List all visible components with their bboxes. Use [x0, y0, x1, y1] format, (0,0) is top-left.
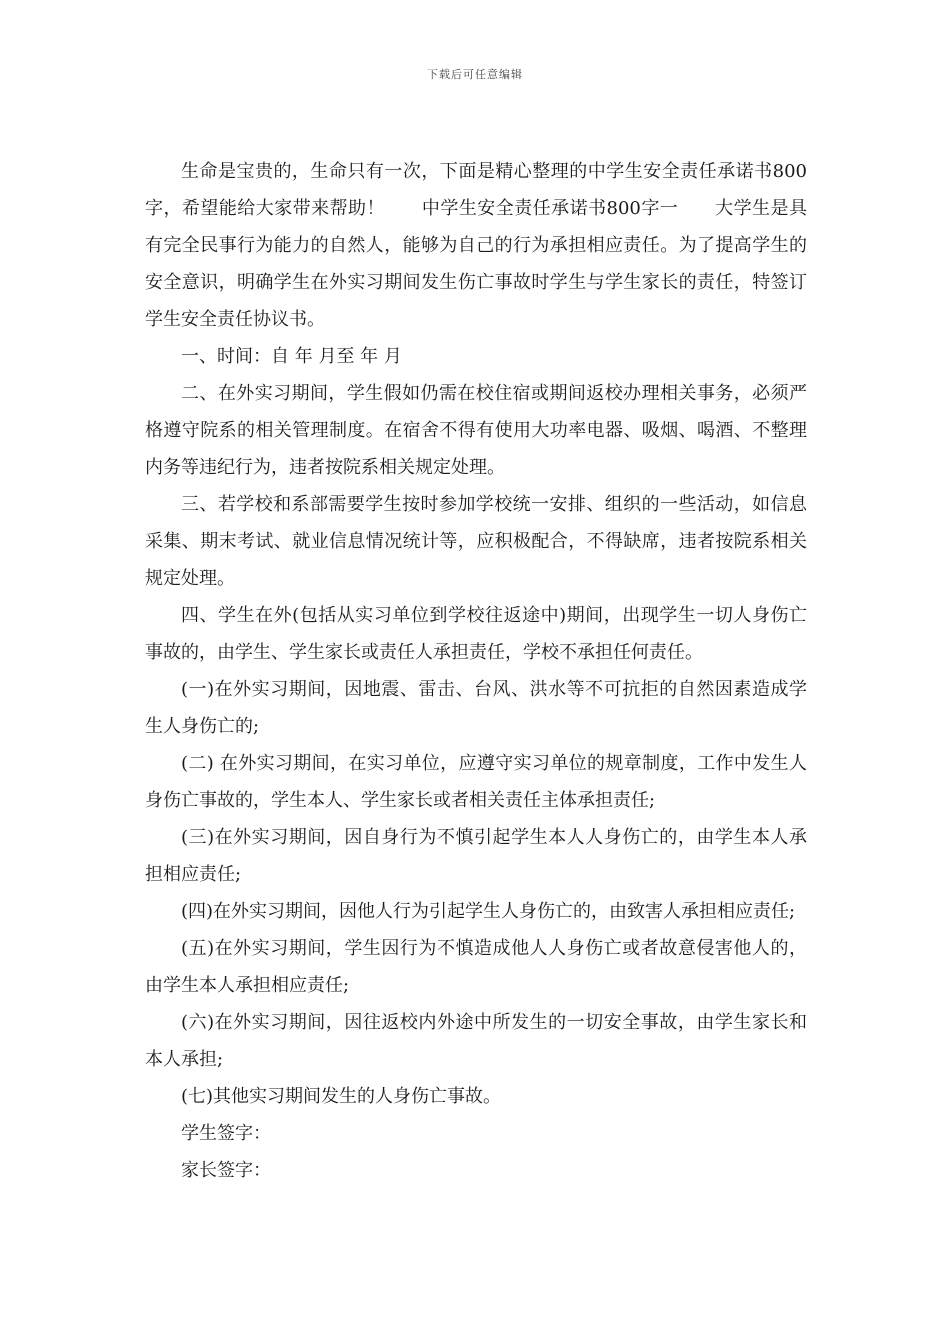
clause-time: 一、时间：自 年 月至 年 月 [181, 346, 402, 367]
subclause-7: (七)其他实习期间发生的人身伤亡事故。 [181, 1086, 502, 1107]
clause-2: 二、在外实习期间，学生假如仍需在校住宿或期间返校办理相关事务，必须严格遵守院系的相关管理制度。在宿舍不得有使用大功率电器、吸烟、喝酒、不整理内务等违纪行为，违者按院系相关规定处理。 [145, 383, 807, 478]
clause-3: 三、若学校和系部需要学生按时参加学校统一安排、组织的一些活动，如信息采集、期末考试、就业信息情况统计等，应积极配合，不得缺席，违者按院系相关规定处理。 [145, 494, 807, 589]
subclause-1: (一)在外实习期间，因地震、雷击、台风、洪水等不可抗拒的自然因素造成学生人身伤亡的; [145, 679, 807, 737]
page-header-note: 下载后可任意编辑 [427, 68, 523, 81]
parent-signature-line: 家长签字： [181, 1160, 271, 1181]
subclause-2: (二) 在外实习期间，在实习单位，应遵守实习单位的规章制度，工作中发生人身伤亡事故的，学生本人、学生家长或者相关责任主体承担责任; [145, 753, 807, 811]
document-body [145, 153, 807, 1189]
student-signature-line: 学生签字： [181, 1123, 271, 1144]
intro-paragraph: 生命是宝贵的，生命只有一次，下面是精心整理的中学生安全责任承诺书800字，希望能给大家带来帮助！ 中学生安全责任承诺书800字一 大学生是具有完全民事行为能力的自然人，能够为自己的行为承担相应责任。为了提高学生的安全意识，明确学生在外实习期间发生伤亡事故时学生与学生家长的责任，特签订学生安全责任协议书。 [145, 161, 807, 330]
clause-4: 四、学生在外(包括从实习单位到学校往返途中)期间，出现学生一切人身伤亡事故的，由学生、学生家长或责任人承担责任，学校不承担任何责任。 [145, 605, 807, 663]
subclause-5: (五)在外实习期间，学生因行为不慎造成他人人身伤亡或者故意侵害他人的，由学生本人承担相应责任; [145, 938, 807, 996]
subclause-4: (四)在外实习期间，因他人行为引起学生人身伤亡的，由致害人承担相应责任; [181, 901, 796, 922]
subclause-3: (三)在外实习期间，因自身行为不慎引起学生本人人身伤亡的，由学生本人承担相应责任; [145, 827, 807, 885]
subclause-6: (六)在外实习期间，因往返校内外途中所发生的一切安全事故，由学生家长和本人承担; [145, 1012, 807, 1070]
